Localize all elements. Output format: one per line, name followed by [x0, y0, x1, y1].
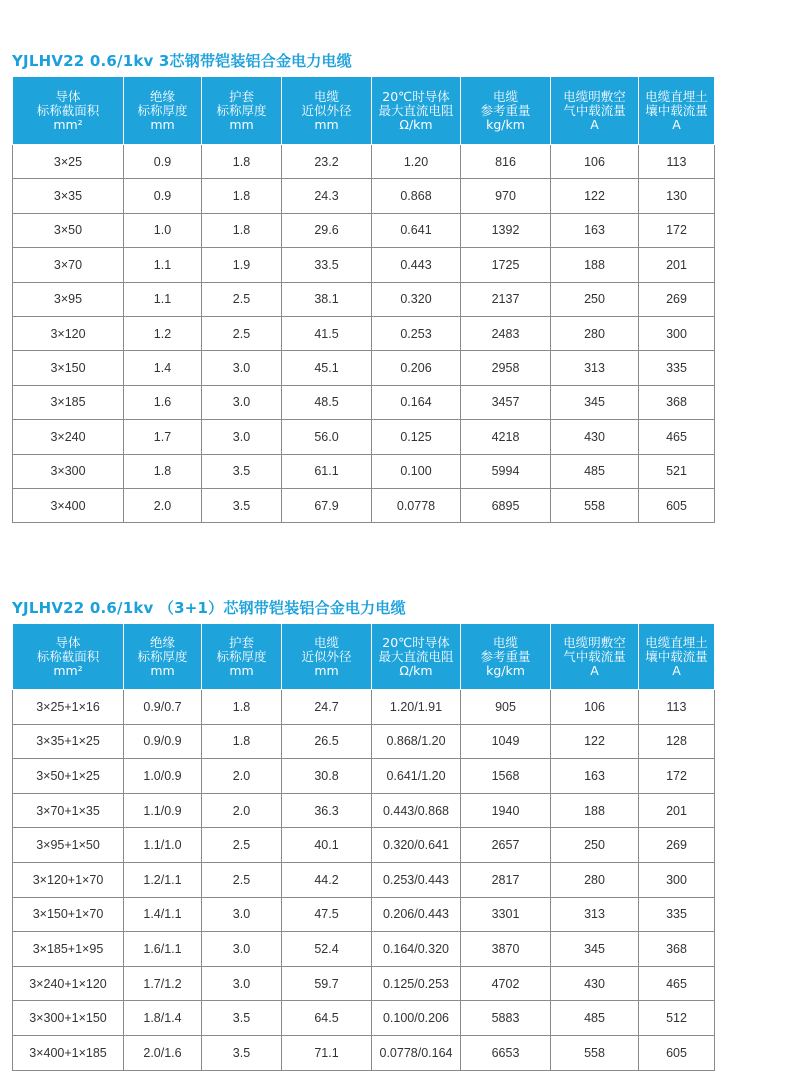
table-cell: 605 [639, 1035, 715, 1070]
table-cell: 1.8 [202, 213, 282, 247]
table-cell: 24.3 [282, 179, 372, 213]
table-cell: 3.0 [202, 897, 282, 932]
table-cell: 2.0/1.6 [124, 1035, 202, 1070]
table-cell: 1.0/0.9 [124, 759, 202, 794]
table-cell: 3×25+1×16 [13, 690, 124, 725]
table-cell: 269 [639, 282, 715, 316]
table-cell: 1.2/1.1 [124, 862, 202, 897]
table-cell: 280 [551, 316, 639, 350]
table-cell: 1.6/1.1 [124, 932, 202, 967]
table-row [13, 248, 715, 282]
column-header-line: Ω/km [399, 662, 433, 678]
table-cell: 1.7/1.2 [124, 966, 202, 1001]
table-row [13, 759, 715, 794]
column-header-line: 电缆 [492, 88, 518, 104]
table-cell: 1.6 [124, 385, 202, 419]
column-header-line: 护套 [228, 634, 254, 650]
column-header [639, 624, 715, 690]
table-cell: 1.2 [124, 316, 202, 350]
table-cell: 1.20/1.91 [372, 690, 461, 725]
table-cell: 172 [639, 213, 715, 247]
column-header-line: 电缆 [492, 634, 518, 650]
column-header-line: 电缆明敷空 [563, 88, 626, 104]
table-row [13, 793, 715, 828]
column-header [282, 624, 372, 690]
column-header-line: A [590, 662, 599, 678]
column-header-line: kg/km [486, 662, 525, 678]
column-header-line: A [672, 662, 681, 678]
column-header [372, 624, 461, 690]
column-header-line: 标称截面积 [36, 648, 100, 664]
table-cell: 4218 [461, 420, 551, 454]
table-cell: 3×120+1×70 [13, 862, 124, 897]
table-cell: 128 [639, 724, 715, 759]
table-cell: 6653 [461, 1035, 551, 1070]
table-cell: 0.641/1.20 [372, 759, 461, 794]
table-cell: 30.8 [282, 759, 372, 794]
table-cell: 3×400 [13, 488, 124, 522]
column-header-line: 近似外径 [301, 102, 352, 118]
table-cell: 3×150 [13, 351, 124, 385]
table-cell: 106 [551, 690, 639, 725]
table-cell: 3457 [461, 385, 551, 419]
table-cell: 465 [639, 420, 715, 454]
table-cell: 61.1 [282, 454, 372, 488]
table-cell: 345 [551, 385, 639, 419]
table-row [13, 828, 715, 863]
column-header-line: 壤中载流量 [645, 102, 708, 118]
table-cell: 0.9/0.9 [124, 724, 202, 759]
section-title-3-plus-1-core: YJLHV22 0.6/1kv （3+1）芯钢带铠装铝合金电力电缆 [12, 599, 406, 617]
column-header-line: 护套 [228, 88, 254, 104]
table-cell: 3×70 [13, 248, 124, 282]
table-cell: 0.641 [372, 213, 461, 247]
column-header [551, 77, 639, 145]
table-cell: 56.0 [282, 420, 372, 454]
column-header-line: A [590, 116, 599, 132]
table-cell: 1.8 [202, 690, 282, 725]
table-cell: 3×240+1×120 [13, 966, 124, 1001]
table-row [13, 351, 715, 385]
table-cell: 1940 [461, 793, 551, 828]
table-cell: 2.0 [202, 793, 282, 828]
table-cell: 3×240 [13, 420, 124, 454]
table-cell: 23.2 [282, 145, 372, 179]
table-cell: 113 [639, 690, 715, 725]
table-cell: 2958 [461, 351, 551, 385]
table-cell: 250 [551, 828, 639, 863]
column-header-line: 标称截面积 [36, 102, 100, 118]
table-cell: 368 [639, 385, 715, 419]
table-cell: 3301 [461, 897, 551, 932]
column-header-line: 标称厚度 [216, 648, 267, 664]
table-cell: 1.4 [124, 351, 202, 385]
table-cell: 0.253 [372, 316, 461, 350]
table-cell: 1.7 [124, 420, 202, 454]
table-row [13, 179, 715, 213]
table-cell: 2.5 [202, 862, 282, 897]
table-row [13, 897, 715, 932]
table-cell: 335 [639, 897, 715, 932]
table-cell: 0.253/0.443 [372, 862, 461, 897]
table-cell: 521 [639, 454, 715, 488]
column-header-line: 最大直流电阻 [378, 648, 454, 664]
column-header-line: 标称厚度 [216, 102, 267, 118]
column-header-line: 20℃时导体 [382, 88, 450, 104]
table-cell: 300 [639, 862, 715, 897]
table-row [13, 385, 715, 419]
table-cell: 1568 [461, 759, 551, 794]
column-header-line: 绝缘 [149, 634, 175, 650]
table-cell: 0.164/0.320 [372, 932, 461, 967]
table-cell: 269 [639, 828, 715, 863]
table-cell: 0.164 [372, 385, 461, 419]
table-row [13, 1035, 715, 1070]
table-cell: 0.206 [372, 351, 461, 385]
table-cell: 0.206/0.443 [372, 897, 461, 932]
table-row [13, 862, 715, 897]
column-header [124, 624, 202, 690]
table-body [13, 690, 715, 1071]
column-header [461, 77, 551, 145]
column-header-line: 参考重量 [480, 648, 531, 664]
table-cell: 3.5 [202, 488, 282, 522]
table-cell: 3×70+1×35 [13, 793, 124, 828]
column-header-line: mm² [53, 662, 83, 678]
table-cell: 0.9 [124, 179, 202, 213]
table-cell: 59.7 [282, 966, 372, 1001]
table-cell: 3×35 [13, 179, 124, 213]
table-cell: 2483 [461, 316, 551, 350]
table-cell: 1392 [461, 213, 551, 247]
column-header [124, 77, 202, 145]
table-cell: 130 [639, 179, 715, 213]
table-cell: 0.100 [372, 454, 461, 488]
spec-table-3-plus-1-core [12, 623, 715, 1071]
column-header-line: 20℃时导体 [382, 634, 450, 650]
column-header [372, 77, 461, 145]
table-cell: 2.5 [202, 282, 282, 316]
column-header-line: mm [229, 116, 254, 132]
table-cell: 41.5 [282, 316, 372, 350]
table-cell: 3.0 [202, 966, 282, 1001]
table-cell: 67.9 [282, 488, 372, 522]
column-header-line: Ω/km [399, 116, 433, 132]
table-row [13, 488, 715, 522]
table-cell: 0.443 [372, 248, 461, 282]
column-header [13, 77, 124, 145]
table-cell: 1.8 [202, 145, 282, 179]
table-cell: 3870 [461, 932, 551, 967]
table-cell: 201 [639, 793, 715, 828]
table-cell: 3×25 [13, 145, 124, 179]
table-cell: 512 [639, 1001, 715, 1036]
table-cell: 29.6 [282, 213, 372, 247]
table-cell: 313 [551, 897, 639, 932]
table-cell: 1.8/1.4 [124, 1001, 202, 1036]
table-row [13, 932, 715, 967]
table-cell: 0.320/0.641 [372, 828, 461, 863]
table-cell: 1725 [461, 248, 551, 282]
table-cell: 0.0778 [372, 488, 461, 522]
table-cell: 1049 [461, 724, 551, 759]
table-cell: 0.0778/0.164 [372, 1035, 461, 1070]
table-cell: 430 [551, 420, 639, 454]
table-cell: 163 [551, 759, 639, 794]
table-cell: 106 [551, 145, 639, 179]
table-cell: 44.2 [282, 862, 372, 897]
table-row [13, 690, 715, 725]
table-cell: 5994 [461, 454, 551, 488]
table-header-row [13, 624, 715, 690]
table-cell: 485 [551, 1001, 639, 1036]
table-cell: 64.5 [282, 1001, 372, 1036]
table-cell: 48.5 [282, 385, 372, 419]
column-header [551, 624, 639, 690]
column-header-line: 标称厚度 [137, 648, 188, 664]
table-cell: 172 [639, 759, 715, 794]
table-row [13, 145, 715, 179]
table-cell: 558 [551, 488, 639, 522]
column-header-line: 近似外径 [301, 648, 352, 664]
column-header [461, 624, 551, 690]
column-header [282, 77, 372, 145]
column-header-line: mm [314, 662, 339, 678]
table-row [13, 213, 715, 247]
column-header-line: 最大直流电阻 [378, 102, 454, 118]
table-cell: 0.868 [372, 179, 461, 213]
table-cell: 3×150+1×70 [13, 897, 124, 932]
table-cell: 47.5 [282, 897, 372, 932]
table-cell: 0.125 [372, 420, 461, 454]
table-cell: 485 [551, 454, 639, 488]
table-cell: 1.20 [372, 145, 461, 179]
table-cell: 201 [639, 248, 715, 282]
column-header-line: mm [229, 662, 254, 678]
column-header-line: A [672, 116, 681, 132]
table-cell: 1.1 [124, 282, 202, 316]
column-header [202, 77, 282, 145]
table-cell: 345 [551, 932, 639, 967]
table-cell: 188 [551, 793, 639, 828]
table-cell: 970 [461, 179, 551, 213]
table-row [13, 316, 715, 350]
table-cell: 1.8 [124, 454, 202, 488]
table-cell: 250 [551, 282, 639, 316]
table-row [13, 454, 715, 488]
column-header-line: 导体 [55, 88, 81, 104]
table-cell: 40.1 [282, 828, 372, 863]
table-cell: 3×120 [13, 316, 124, 350]
column-header-line: 电缆直埋土 [645, 88, 708, 104]
column-header-line: 参考重量 [480, 102, 531, 118]
column-header-line: 电缆直埋土 [645, 634, 708, 650]
table-cell: 2.0 [202, 759, 282, 794]
table-cell: 3.0 [202, 385, 282, 419]
table-cell: 3×300 [13, 454, 124, 488]
table-cell: 3.5 [202, 1001, 282, 1036]
table-cell: 1.8 [202, 179, 282, 213]
table-cell: 122 [551, 724, 639, 759]
table-cell: 2657 [461, 828, 551, 863]
table-cell: 3×95+1×50 [13, 828, 124, 863]
column-header-line: mm [150, 662, 175, 678]
table-row [13, 420, 715, 454]
table-cell: 24.7 [282, 690, 372, 725]
table-cell: 3×35+1×25 [13, 724, 124, 759]
table-cell: 1.1/1.0 [124, 828, 202, 863]
column-header-line: 气中载流量 [563, 102, 626, 118]
table-header-row [13, 77, 715, 145]
table-cell: 52.4 [282, 932, 372, 967]
table-cell: 605 [639, 488, 715, 522]
table-cell: 3.0 [202, 351, 282, 385]
column-header-line: 壤中载流量 [645, 648, 708, 664]
column-header-line: kg/km [486, 116, 525, 132]
table-cell: 0.443/0.868 [372, 793, 461, 828]
column-header-line: mm² [53, 116, 83, 132]
table-cell: 1.0 [124, 213, 202, 247]
table-row [13, 724, 715, 759]
table-cell: 335 [639, 351, 715, 385]
column-header-line: 导体 [55, 634, 81, 650]
table-cell: 3.5 [202, 454, 282, 488]
table-cell: 280 [551, 862, 639, 897]
column-header-line: 标称厚度 [137, 102, 188, 118]
table-cell: 2.0 [124, 488, 202, 522]
column-header [13, 624, 124, 690]
table-cell: 3×400+1×185 [13, 1035, 124, 1070]
table-cell: 36.3 [282, 793, 372, 828]
table-cell: 38.1 [282, 282, 372, 316]
table-cell: 113 [639, 145, 715, 179]
table-row [13, 1001, 715, 1036]
table-cell: 4702 [461, 966, 551, 1001]
table-cell: 430 [551, 966, 639, 1001]
table-cell: 1.8 [202, 724, 282, 759]
table-cell: 122 [551, 179, 639, 213]
table-cell: 3.5 [202, 1035, 282, 1070]
table-cell: 33.5 [282, 248, 372, 282]
table-cell: 313 [551, 351, 639, 385]
table-cell: 2817 [461, 862, 551, 897]
column-header-line: mm [314, 116, 339, 132]
table-cell: 3×50+1×25 [13, 759, 124, 794]
table-cell: 2.5 [202, 316, 282, 350]
column-header-line: mm [150, 116, 175, 132]
table-cell: 0.9/0.7 [124, 690, 202, 725]
table-cell: 368 [639, 932, 715, 967]
table-cell: 0.868/1.20 [372, 724, 461, 759]
table-cell: 3×50 [13, 213, 124, 247]
table-cell: 816 [461, 145, 551, 179]
table-cell: 6895 [461, 488, 551, 522]
table-cell: 71.1 [282, 1035, 372, 1070]
column-header-line: 电缆明敷空 [563, 634, 626, 650]
column-header-line: 气中载流量 [563, 648, 626, 664]
table-cell: 3×95 [13, 282, 124, 316]
table-cell: 45.1 [282, 351, 372, 385]
table-cell: 26.5 [282, 724, 372, 759]
column-header [202, 624, 282, 690]
table-cell: 558 [551, 1035, 639, 1070]
table-cell: 0.100/0.206 [372, 1001, 461, 1036]
table-row [13, 966, 715, 1001]
table-cell: 0.9 [124, 145, 202, 179]
table-cell: 163 [551, 213, 639, 247]
table-cell: 5883 [461, 1001, 551, 1036]
table-cell: 3.0 [202, 420, 282, 454]
spec-table-3-core [12, 76, 715, 523]
table-cell: 905 [461, 690, 551, 725]
table-cell: 300 [639, 316, 715, 350]
column-header-line: 绝缘 [149, 88, 175, 104]
table-cell: 2.5 [202, 828, 282, 863]
table-cell: 1.1/0.9 [124, 793, 202, 828]
column-header-line: 电缆 [313, 88, 339, 104]
table-row [13, 282, 715, 316]
table-cell: 0.125/0.253 [372, 966, 461, 1001]
table-cell: 1.4/1.1 [124, 897, 202, 932]
table-cell: 3×185+1×95 [13, 932, 124, 967]
table-cell: 188 [551, 248, 639, 282]
table-cell: 3×185 [13, 385, 124, 419]
table-cell: 1.1 [124, 248, 202, 282]
column-header-line: 电缆 [313, 634, 339, 650]
table-cell: 3×300+1×150 [13, 1001, 124, 1036]
column-header [639, 77, 715, 145]
table-cell: 465 [639, 966, 715, 1001]
section-title-3-core: YJLHV22 0.6/1kv 3芯钢带铠装铝合金电力电缆 [12, 52, 352, 70]
table-cell: 3.0 [202, 932, 282, 967]
table-cell: 1.9 [202, 248, 282, 282]
table-cell: 2137 [461, 282, 551, 316]
table-body [13, 145, 715, 523]
table-cell: 0.320 [372, 282, 461, 316]
